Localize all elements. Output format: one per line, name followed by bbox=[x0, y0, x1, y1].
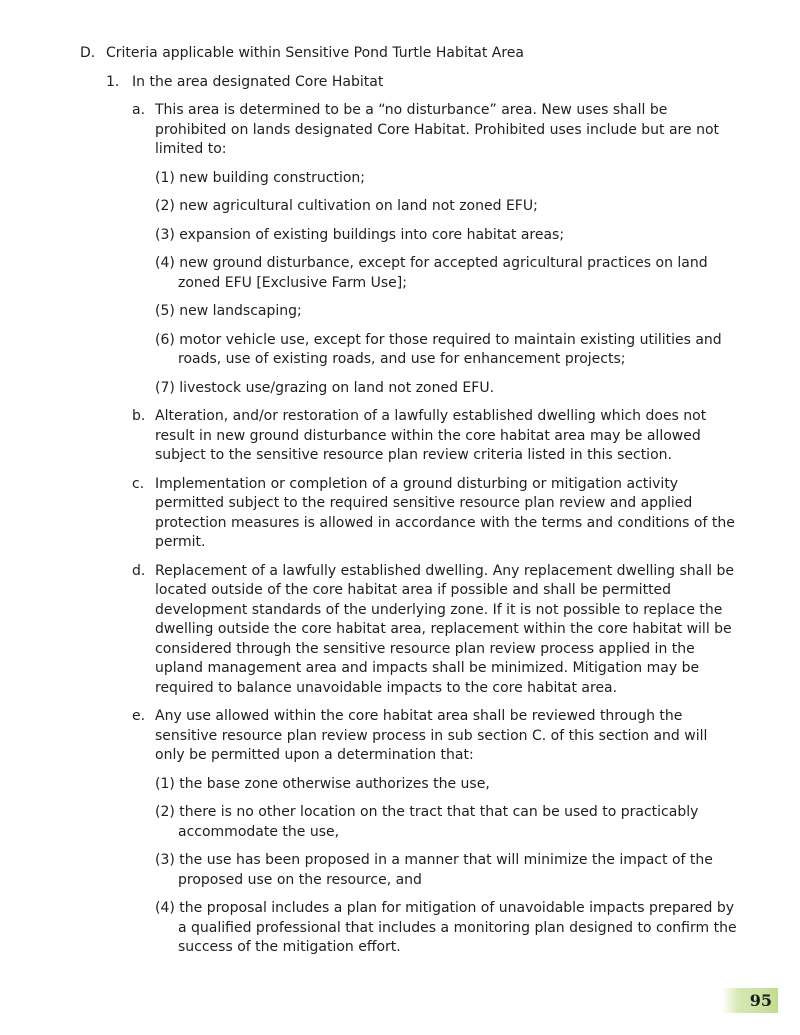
item-text: Alteration, and/or restoration of a lawfully established dwelling which does not result in new ground disturbance within the core habitat area may be allowed subject to the sensitive resource plan review criteria listed in this section. bbox=[155, 408, 707, 463]
criteria-item-a bbox=[132, 101, 740, 398]
subitem-text: new building construction; bbox=[179, 169, 365, 186]
subitem-line bbox=[155, 803, 740, 842]
list-item bbox=[155, 254, 740, 293]
list-item bbox=[155, 775, 740, 795]
list-item bbox=[155, 302, 740, 322]
subsection-marker: 1. bbox=[106, 73, 120, 90]
subitem-text: new ground disturbance, except for accepted agricultural practices on land zoned EFU [Exclusive Farm Use]; bbox=[178, 255, 708, 291]
subitem-line bbox=[155, 331, 740, 370]
item-marker: e. bbox=[132, 708, 146, 724]
list-item bbox=[155, 169, 740, 189]
criteria-item-b bbox=[132, 407, 740, 466]
criteria-item-body bbox=[155, 101, 740, 160]
subitem-text: new agricultural cultivation on land not zoned EFU; bbox=[179, 198, 538, 214]
subitem-text: livestock use/grazing on land not zoned EFU. bbox=[179, 379, 495, 396]
subitem-marker: (2) bbox=[155, 804, 175, 820]
criteria-item-row bbox=[132, 475, 740, 553]
section-d bbox=[80, 44, 740, 958]
section-heading bbox=[80, 44, 740, 64]
list-item bbox=[155, 197, 740, 217]
subitem-text: there is no other location on the tract that that can be used to practicably accommodate the use, bbox=[178, 804, 699, 840]
subitem-marker: (1) bbox=[155, 169, 175, 186]
subitem-marker: (2) bbox=[155, 198, 175, 214]
subitem-text: the use has been proposed in a manner that will minimize the impact of the proposed use on the resource, and bbox=[178, 852, 713, 888]
list-item bbox=[155, 226, 740, 246]
list-item bbox=[155, 379, 740, 399]
item-marker: b. bbox=[132, 408, 146, 424]
criteria-item-c bbox=[132, 475, 740, 553]
item-marker: d. bbox=[132, 562, 146, 579]
prohibited-uses-list bbox=[155, 169, 740, 399]
item-marker: a. bbox=[132, 102, 146, 118]
subitem-line bbox=[155, 899, 740, 958]
list-item bbox=[155, 899, 740, 958]
section-title: Criteria applicable within Sensitive Pond Turtle Habitat Area bbox=[106, 45, 524, 61]
subitem-text: the base zone otherwise authorizes the use, bbox=[179, 775, 490, 792]
subitem-marker: (1) bbox=[155, 775, 175, 792]
subitem-line bbox=[155, 379, 740, 399]
item-marker: c. bbox=[132, 475, 145, 492]
subitem-marker: (4) bbox=[155, 255, 175, 271]
criteria-list bbox=[132, 101, 740, 958]
subitem-text: motor vehicle use, except for those required to maintain existing utilities and roads, use of existing roads, and use for enhancement projects; bbox=[178, 331, 722, 367]
subitem-marker: (3) bbox=[155, 852, 175, 868]
subitem-marker: (4) bbox=[155, 900, 175, 916]
item-text: This area is determined to be a “no disturbance” area. New uses shall be prohibited on lands designated Core Habitat. Prohibited uses include but are not limited to: bbox=[155, 102, 719, 157]
subitem-marker: (6) bbox=[155, 331, 175, 348]
section-marker: D. bbox=[80, 45, 96, 61]
subitem-line bbox=[155, 197, 740, 217]
subitem-line bbox=[155, 302, 740, 322]
list-item bbox=[155, 331, 740, 370]
subitem-marker: (7) bbox=[155, 379, 175, 396]
criteria-item-d bbox=[132, 562, 740, 699]
page-number: 95 bbox=[722, 988, 778, 1013]
item-text: Replacement of a lawfully established dwelling. Any replacement dwelling shall be located outside of the core habitat area if possible and shall be permitted development standards of the underlying zone. If it is not possible to replace the dwelling outside the core habitat area, replacement within the core habitat will be considered through the sensitive resource plan review process applied in the upland management area and impacts shall be minimized. Mitigation may be required to balance unavoidable impacts to the core habitat area. bbox=[155, 562, 734, 696]
subitem-marker: (5) bbox=[155, 303, 175, 319]
subitem-text: new landscaping; bbox=[179, 303, 302, 319]
subsection-title: In the area designated Core Habitat bbox=[132, 73, 384, 90]
subitem-marker: (3) bbox=[155, 226, 175, 243]
subitem-line bbox=[155, 775, 740, 795]
criteria-item-row bbox=[132, 562, 740, 699]
subsection-1 bbox=[106, 73, 740, 958]
subitem-line bbox=[155, 169, 740, 189]
subitem-text: expansion of existing buildings into core habitat areas; bbox=[179, 226, 565, 243]
item-text: Implementation or completion of a ground disturbing or mitigation activity permitted subject to the required sensitive resource plan review and applied protection measures is allowed in accordance with the terms and conditions of the permit. bbox=[155, 475, 735, 550]
item-text: Any use allowed within the core habitat area shall be reviewed through the sensitive resource plan review process in sub section C. of this section and will only be permitted upon a determination that: bbox=[155, 708, 708, 763]
subsection-heading bbox=[106, 73, 740, 93]
subitem-line bbox=[155, 851, 740, 890]
criteria-item-row bbox=[132, 707, 740, 766]
list-item bbox=[155, 803, 740, 842]
subitem-text: the proposal includes a plan for mitigation of unavoidable impacts prepared by a qualified professional that includes a monitoring plan designed to confirm the success of the mitigation effort. bbox=[178, 900, 737, 955]
determination-list bbox=[155, 775, 740, 958]
criteria-item-e bbox=[132, 707, 740, 958]
criteria-item-row bbox=[132, 407, 740, 466]
subitem-line bbox=[155, 254, 740, 293]
list-item bbox=[155, 851, 740, 890]
subitem-line bbox=[155, 226, 740, 246]
criteria-item-row bbox=[132, 101, 740, 160]
